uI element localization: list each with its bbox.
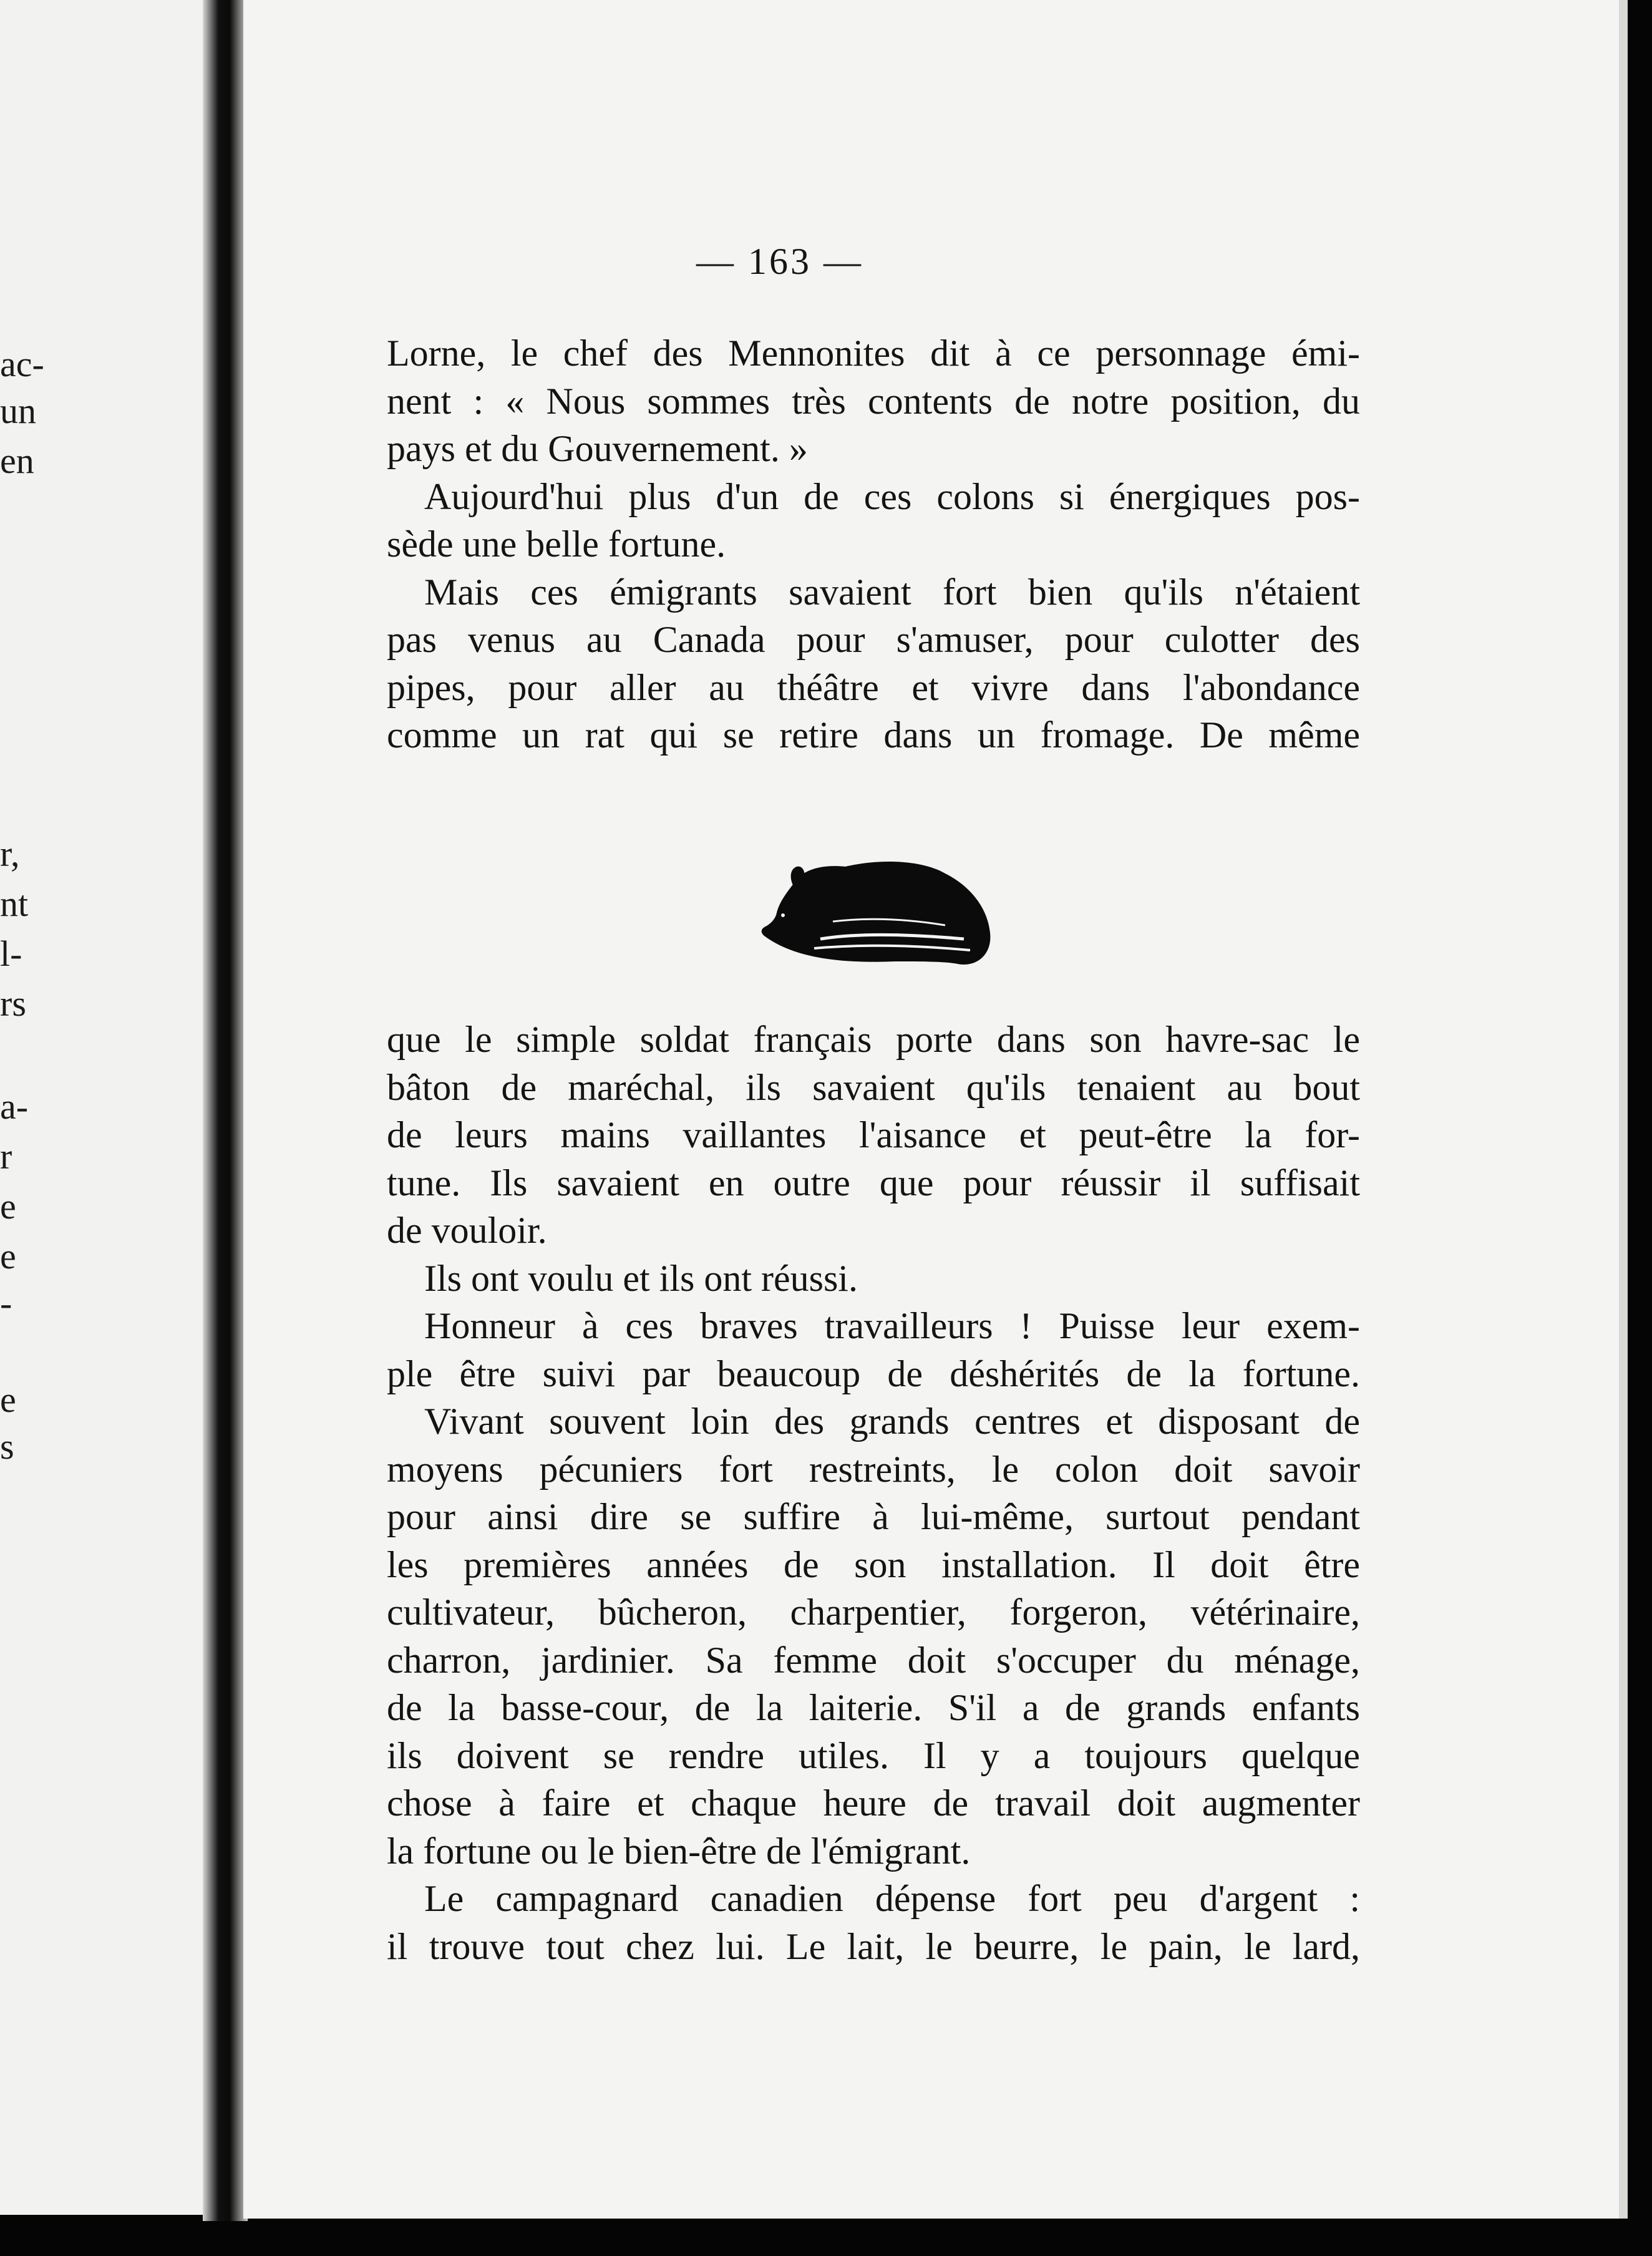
margin-fragment: l-	[0, 933, 22, 974]
text-line: pas venus au Canada pour s'amuser, pour culotter des	[387, 619, 1360, 660]
book-gutter	[203, 0, 248, 2221]
margin-fragment: r	[0, 1136, 12, 1177]
text-line: de leurs mains vaillantes l'aisance et peut-être la for-	[387, 1114, 1360, 1155]
text-line: Aujourd'hui plus d'un de ces colons si énergiques pos-	[424, 475, 1360, 517]
text-line: nent : « Nous sommes très contents de notre position, du	[387, 380, 1360, 422]
margin-fragment: e	[0, 1186, 16, 1227]
text-line: les premières années de son installation. Il doit être	[387, 1544, 1360, 1585]
text-line: que le simple soldat français porte dans son havre-sac le	[387, 1019, 1360, 1060]
margin-fragment: ac-	[0, 344, 44, 384]
text-line: Vivant souvent loin des grands centres et disposant de	[424, 1401, 1360, 1442]
previous-page-edge	[0, 0, 225, 2215]
text-line: il trouve tout chez lui. Le lait, le beurre, le pain, le lard,	[387, 1925, 1360, 1967]
text-line: Mais ces émigrants savaient fort bien qu'ils n'étaient	[424, 571, 1360, 613]
page-number: — 163 —	[696, 241, 863, 282]
text-line: de vouloir.	[387, 1210, 547, 1251]
text-line: ple être suivi par beaucoup de déshérités de la fortune.	[387, 1353, 1360, 1394]
text-line: comme un rat qui se retire dans un fromage. De même	[387, 714, 1360, 756]
text-line: tune. Ils savaient en outre que pour réussir il suffisait	[387, 1162, 1360, 1203]
text-line: charron, jardinier. Sa femme doit s'occuper du ménage,	[387, 1639, 1360, 1681]
margin-fragment: nt	[0, 883, 29, 924]
margin-fragment: r,	[0, 834, 20, 874]
margin-fragment: en	[0, 440, 34, 481]
bottom-text-block	[387, 1016, 1360, 1970]
text-line: Le campagnard canadien dépense fort peu d'argent :	[424, 1878, 1360, 1919]
text-line: pour ainsi dire se suffire à lui-même, surtout pendant	[387, 1496, 1360, 1537]
margin-fragment: e	[0, 1379, 16, 1420]
text-line: de la basse-cour, de la laiterie. S'il a de grands enfants	[387, 1687, 1360, 1728]
margin-fragment: un	[0, 391, 36, 431]
text-line: chose à faire et chaque heure de travail doit augmenter	[387, 1782, 1360, 1824]
top-text-block	[387, 329, 1360, 759]
text-line: moyens pécuniers fort restreints, le colon doit savoir	[387, 1448, 1360, 1490]
book-page	[243, 0, 1628, 2219]
text-line: pays et du Gouvernement. »	[387, 428, 808, 469]
text-line: Honneur à ces braves travailleurs ! Puisse leur exem-	[424, 1305, 1360, 1346]
text-line: Ils ont voulu et ils ont réussi.	[424, 1257, 858, 1299]
margin-fragment: e	[0, 1236, 16, 1276]
text-line: Lorne, le chef des Mennonites dit à ce personnage émi-	[387, 333, 1360, 374]
margin-fragment: rs	[0, 983, 26, 1024]
text-line: cultivateur, bûcheron, charpentier, forgeron, vétérinaire,	[387, 1592, 1360, 1633]
text-line: pipes, pour aller au théâtre et vivre dans l'abondance	[387, 666, 1360, 708]
margin-fragment: s	[0, 1426, 14, 1467]
text-line: sède une belle fortune.	[387, 523, 726, 565]
text-line: ils doivent se rendre utiles. Il y a toujours quelque	[387, 1734, 1360, 1776]
text-line: la fortune ou le bien-être de l'émigrant.	[387, 1830, 971, 1872]
text-line: bâton de maréchal, ils savaient qu'ils tenaient au bout	[387, 1066, 1360, 1108]
rat-icon	[758, 845, 995, 970]
margin-fragment: a-	[0, 1086, 29, 1127]
margin-fragment: -	[0, 1283, 12, 1323]
